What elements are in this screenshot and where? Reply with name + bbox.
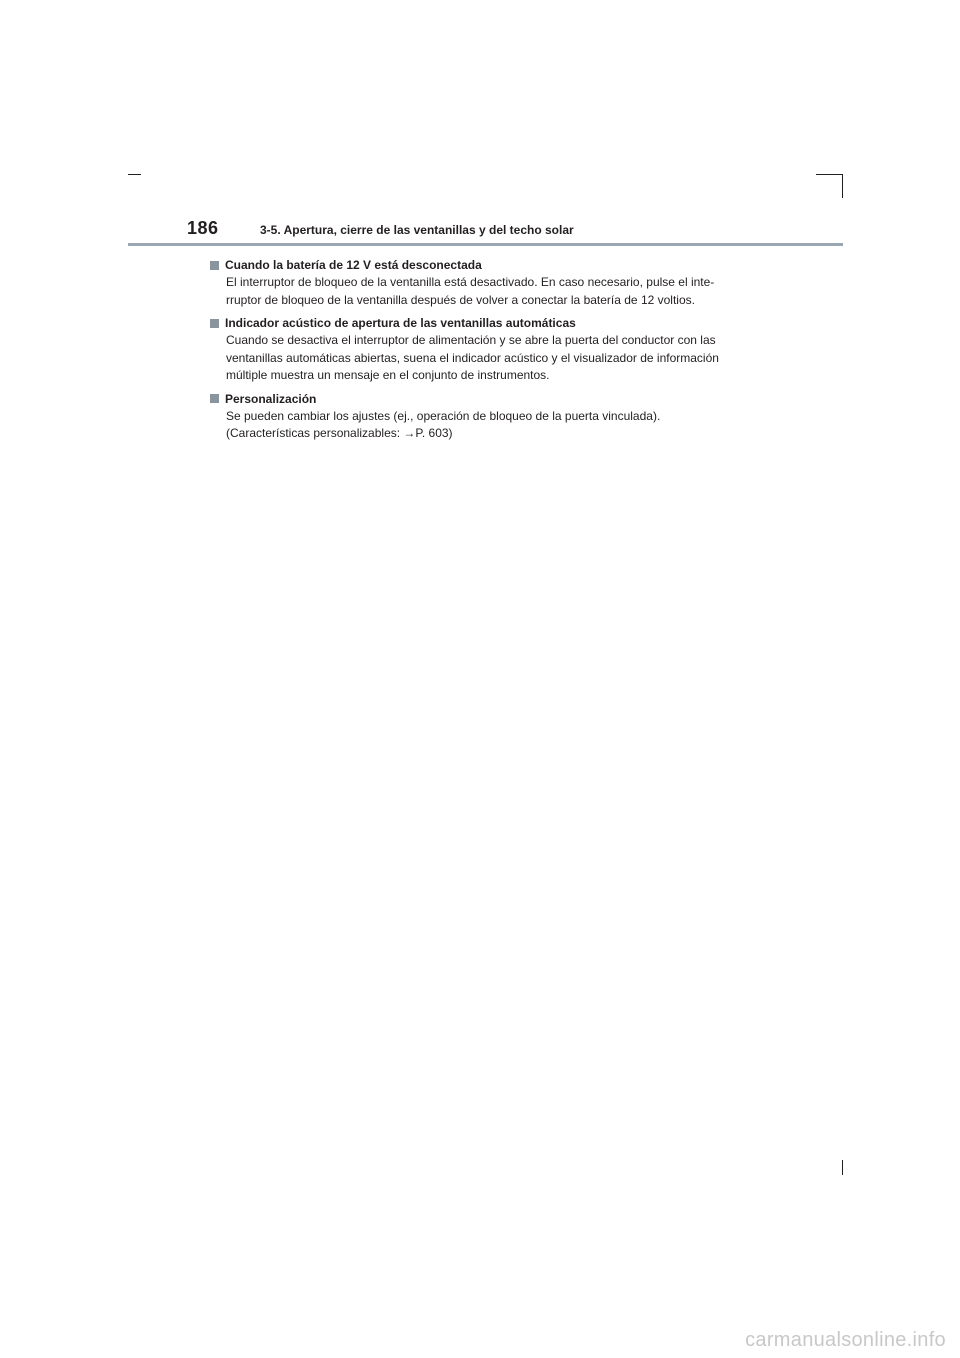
cross-reference — [226, 425, 770, 443]
crop-mark-bottom-right — [842, 1160, 843, 1175]
item-body — [226, 408, 770, 443]
item-window-buzzer — [210, 314, 770, 385]
body-line: rruptor de bloqueo de la ventanilla después de volver a conectar la batería de 12 voltios. — [226, 292, 695, 307]
item-battery-disconnected — [210, 256, 770, 309]
watermark: carmanualsonline.info — [745, 1329, 946, 1351]
body-line: múltiple muestra un mensaje en el conjunto de instrumentos. — [226, 368, 550, 382]
item-heading — [210, 314, 770, 332]
square-bullet-icon — [210, 261, 219, 270]
xref-prefix: (Características personalizables: — [226, 426, 404, 440]
body-line: Cuando se desactiva el interruptor de alimentación y se abre la puerta del conductor con las — [226, 333, 716, 347]
item-heading-text: Indicador acústico de apertura de las ventanillas automáticas — [225, 316, 576, 330]
body-line: Se pueden cambiar los ajustes (ej., operación de bloqueo de la puerta vinculada). — [226, 408, 661, 423]
arrow-right-icon: → — [403, 426, 416, 440]
crop-mark-top-left — [128, 174, 141, 175]
item-heading-text: Cuando la batería de 12 V está desconectada — [225, 258, 482, 272]
header-rule — [128, 243, 843, 246]
square-bullet-icon — [210, 394, 219, 403]
item-customization — [210, 390, 770, 443]
item-heading-text: Personalización — [225, 391, 317, 406]
item-heading — [210, 256, 770, 274]
page-number: 186 — [187, 218, 219, 238]
body-line: El interruptor de bloqueo de la ventanilla está desactivado. En caso necesario, pulse el inte- — [226, 275, 715, 289]
crop-mark-top-right-v — [842, 174, 843, 198]
item-body — [226, 274, 770, 309]
section-title: 3-5. Apertura, cierre de las ventanillas y del techo solar — [260, 223, 574, 237]
body-line: ventanillas automáticas abiertas, suena el indicador acústico y el visualizador de información — [226, 350, 719, 365]
content — [210, 256, 770, 448]
item-body — [226, 332, 770, 385]
crop-mark-top-right-h — [816, 174, 842, 175]
xref-target: P. 603) — [415, 426, 453, 440]
item-heading — [210, 390, 770, 408]
square-bullet-icon — [210, 319, 219, 328]
